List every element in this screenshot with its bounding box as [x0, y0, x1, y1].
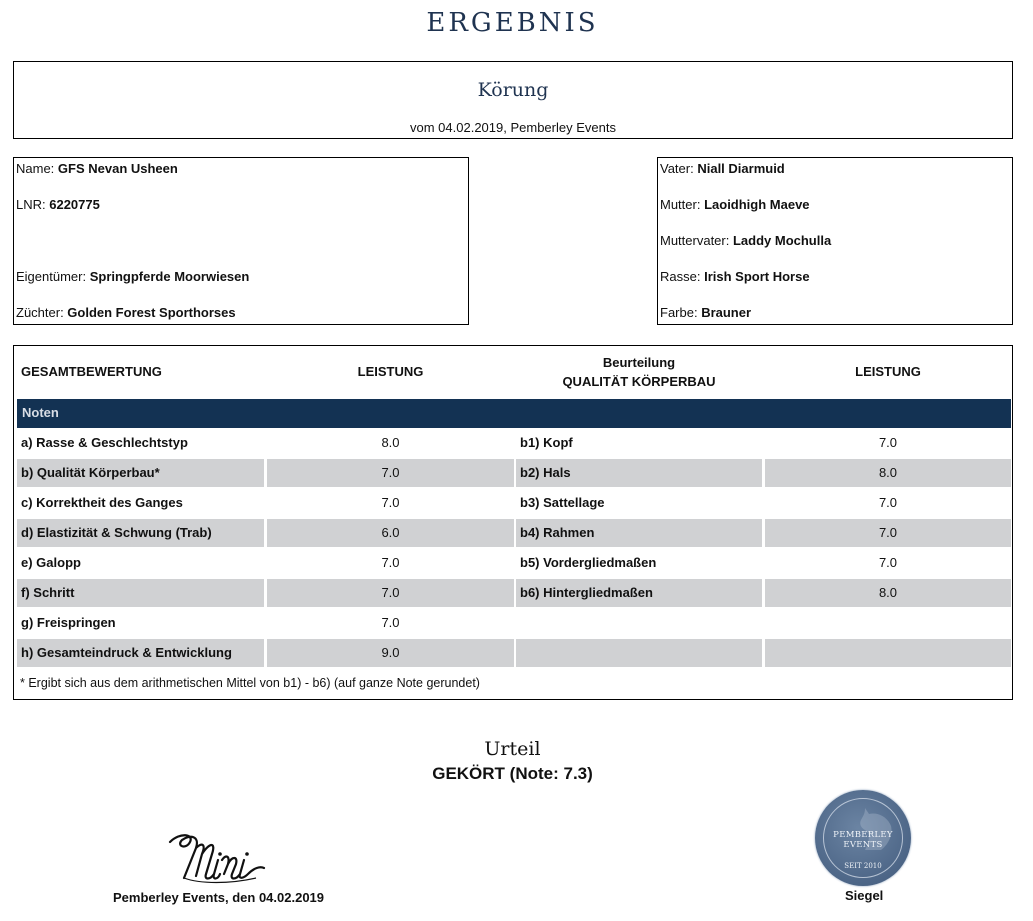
conformation-score	[765, 609, 1011, 637]
criterion-score: 7.0	[267, 579, 514, 607]
conformation-label: b6) Hintergliedmaßen	[516, 579, 762, 607]
conformation-score: 8.0	[765, 579, 1011, 607]
breeder-label: Züchter:	[16, 305, 68, 320]
criterion-label: c) Korrektheit des Ganges	[21, 495, 183, 510]
conformation-score: 7.0	[878, 495, 898, 510]
conformation-score: 7.0	[765, 519, 1011, 547]
criterion-score: 7.0	[267, 459, 514, 487]
conformation-label	[516, 639, 762, 667]
criterion-label: h) Gesamteindruck & Entwicklung	[17, 639, 264, 667]
criterion-label: e) Galopp	[21, 555, 81, 570]
conformation-label: b2) Hals	[516, 459, 762, 487]
score-table	[13, 345, 1013, 700]
header-overall: GESAMTBEWERTUNG	[21, 364, 162, 379]
damsire-label: Muttervater:	[660, 233, 733, 248]
signature-caption: Pemberley Events, den 04.02.2019	[113, 890, 325, 905]
table-row	[17, 429, 1011, 457]
event-header-box	[13, 61, 1013, 139]
owner-label: Eigentümer:	[16, 269, 90, 284]
header-assessment-line2: QUALITÄT KÖRPERBAU	[562, 374, 716, 389]
section-bar	[17, 399, 1011, 428]
table-row	[17, 459, 1011, 487]
horse-name: GFS Nevan Usheen	[57, 161, 178, 176]
criterion-score: 9.0	[267, 639, 514, 667]
seal-caption: Siegel	[845, 888, 884, 903]
section-label: Noten	[22, 405, 59, 420]
breeder-line	[16, 305, 236, 320]
criterion-label: b) Qualität Körperbau*	[17, 459, 264, 487]
dam-value: Laoidhigh Maeve	[704, 197, 810, 212]
lnr-label: LNR:	[16, 197, 50, 212]
event-title: Körung	[477, 79, 549, 101]
seal-badge	[815, 790, 911, 886]
table-row	[17, 579, 1011, 607]
damsire-value: Laddy Mochulla	[732, 233, 832, 248]
conformation-label: b3) Sattellage	[520, 495, 605, 510]
header-assessment-line1: Beurteilung	[602, 355, 676, 370]
verdict-title: Urteil	[484, 738, 541, 760]
conformation-score: 8.0	[765, 459, 1011, 487]
sire-line	[660, 161, 785, 176]
damsire-line	[660, 233, 831, 248]
breed-line	[660, 269, 810, 284]
seal-year: SEIT 2010	[844, 862, 882, 870]
breeder-value: Golden Forest Sporthorses	[67, 305, 236, 320]
conformation-score: 7.0	[878, 555, 898, 570]
sire-value: Niall Diarmuid	[697, 161, 785, 176]
conformation-label: b1) Kopf	[520, 435, 573, 450]
conformation-score	[765, 639, 1011, 667]
conformation-label: b4) Rahmen	[516, 519, 762, 547]
table-row	[17, 549, 1011, 577]
table-row	[17, 639, 1011, 667]
pedigree-box	[657, 157, 1013, 325]
criterion-score: 7.0	[381, 615, 400, 630]
color-line	[660, 305, 751, 320]
seal-name: PEMBERLEY EVENTS	[833, 830, 893, 850]
horse-name-line	[16, 161, 178, 176]
owner-line	[16, 269, 249, 284]
dam-line	[660, 197, 810, 212]
conformation-label: b5) Vordergliedmaßen	[520, 555, 657, 570]
horse-name-label: Name:	[16, 161, 58, 176]
criterion-label: a) Rasse & Geschlechtstyp	[21, 435, 188, 450]
footnote: * Ergibt sich aus dem arithmetischen Mittel von b1) - b6) (auf ganze Note gerundet)	[20, 676, 480, 690]
horse-info-box	[13, 157, 469, 325]
header-performance-left: LEISTUNG	[357, 364, 424, 379]
lnr-line	[16, 197, 100, 212]
owner-value: Springpferde Moorwiesen	[89, 269, 250, 284]
color-label: Farbe:	[660, 305, 702, 320]
lnr-value: 6220775	[49, 197, 100, 212]
sire-label: Vater:	[660, 161, 698, 176]
criterion-score: 7.0	[381, 495, 400, 510]
criterion-label: g) Freispringen	[21, 615, 116, 630]
criterion-label: f) Schritt	[17, 579, 264, 607]
table-row	[17, 609, 1011, 637]
conformation-score: 7.0	[878, 435, 898, 450]
header-performance-right: LEISTUNG	[855, 364, 921, 379]
table-row	[17, 519, 1011, 547]
breed-value: Irish Sport Horse	[704, 269, 810, 284]
color-value: Brauner	[701, 305, 752, 320]
criterion-score: 7.0	[381, 555, 400, 570]
event-subtitle: vom 04.02.2019, Pemberley Events	[410, 120, 616, 135]
signature-image	[160, 828, 270, 888]
criterion-score: 6.0	[267, 519, 514, 547]
criterion-label: d) Elastizität & Schwung (Trab)	[17, 519, 264, 547]
page-title: ERGEBNIS	[426, 8, 599, 38]
criterion-score: 8.0	[381, 435, 400, 450]
table-row	[17, 489, 1011, 517]
dam-label: Mutter:	[660, 197, 705, 212]
conformation-label	[516, 609, 762, 637]
breed-label: Rasse:	[660, 269, 705, 284]
verdict-result: GEKÖRT (Note: 7.3)	[432, 764, 593, 783]
